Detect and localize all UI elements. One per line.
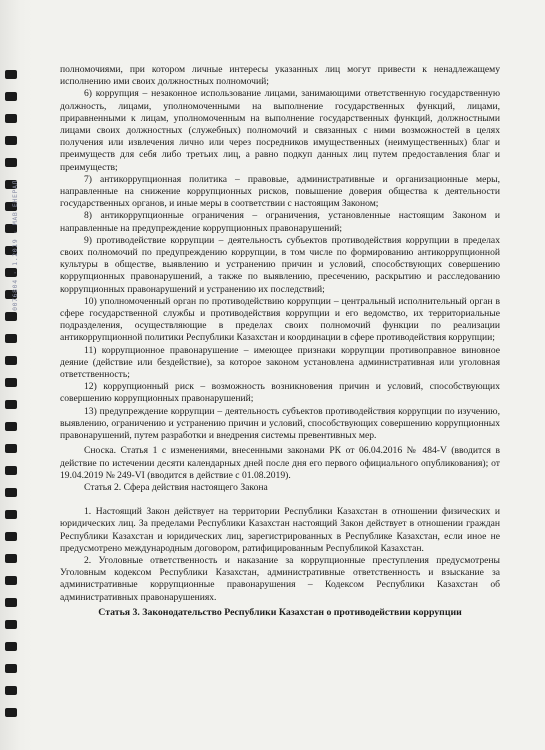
binding-hole — [5, 576, 17, 585]
binding-hole — [5, 664, 17, 673]
definition-item-7: 7) антикоррупционная политика – правовые, административные и организационные меры, направленные на снижение коррупционных рисков, повышение доверия общества к деятельности государственных органов, и иные меры в соответствии с настоящим Законом; — [60, 173, 500, 210]
article-2-point-1: 1. Настоящий Закон действует на территории Республики Казахстан в отношении физических и юридических лиц. За пределами Республики Казахстан настоящий Закон действует в отношении граждан Республики Казахстан и юридических лиц, зарегистрированных в Республике Казахстан, если иное не предусмотрено международным договором, ратифицированным Республикой Казахстан. — [60, 506, 500, 554]
definition-item-10: 10) уполномоченный орган по противодействию коррупции – центральный исполнительный орган в сфере государственной службы и противодействия коррупции и его ведомство, их территориальные подразделения, осуществляющие в пределах своих полномочий функции по реализации антикоррупционной политики Республики Казахстан и координации в сфере противодействия коррупции; — [60, 295, 500, 344]
binding-hole — [5, 598, 17, 607]
binding-hole — [5, 686, 17, 695]
binding-hole — [5, 642, 17, 651]
binding-hole — [5, 422, 17, 431]
binding-hole — [5, 378, 17, 387]
binding-hole — [5, 708, 17, 717]
binding-hole — [5, 334, 17, 343]
binding-hole — [5, 554, 17, 563]
definition-item-11: 11) коррупционное правонарушение – имеющее признаки коррупции противоправное виновное деяние (действие или бездействие), за которое законом установлена административная или уголовная ответственность; — [60, 344, 500, 381]
binding-hole — [5, 356, 17, 365]
binding-hole — [5, 92, 17, 101]
spiral-binding — [0, 0, 34, 750]
binding-hole — [5, 312, 17, 321]
binding-hole — [5, 136, 17, 145]
binding-hole — [5, 444, 17, 453]
binding-hole — [5, 466, 17, 475]
binding-hole — [5, 532, 17, 541]
definition-item-6: 6) коррупция – незаконное использование лицами, занимающими ответственную государственную должность, лицами, уполномоченными на выполнение государственных функций, лицами, приравненными к лицам, уполномоченным на выполнение государственных функций, должностными лицами своих должностных (служебных) полномочий и связанных с ними возможностей в целях получения или извлечения лично или через посредников имущественных (неимущественных) благ и преимуществ для себя либо третьих лиц, а равно подкуп данных лиц путем предоставления благ и преимуществ; — [60, 88, 500, 173]
definition-item-8: 8) антикоррупционные ограничения – ограничения, установленные настоящим Законом и направленные на предупреждение коррупционных правонарушений; — [60, 210, 500, 234]
paragraph-continuation: полномочиями, при котором личные интересы указанных лиц могут привести к ненадлежащему исполнению ими своих должностных полномочий; — [60, 64, 500, 88]
footnote: Сноска. Статья 1 с изменениями, внесенными законами РК от 06.04.2016 № 484-V (вводится в действие по истечении десяти календарных дней после дня его первого официального опубликования); от 19.04.2019 № 249-VI (вводится в действие с 01.08.2019). — [60, 445, 500, 481]
binding-hole — [5, 400, 17, 409]
definition-item-13: 13) предупреждение коррупции – деятельность субъектов противодействия коррупции по изучению, выявлению, ограничению и устранению причин и условий, способствующих совершению коррупционных правонарушений, путем разработки и внедрения системы превентивных мер. — [60, 405, 500, 442]
article-3-title: Статья 3. Законодательство Республики Казахстан о противодействии коррупции — [98, 606, 462, 618]
binding-hole — [5, 510, 17, 519]
article-2-point-2: 2. Уголовные ответственность и наказание за коррупционные преступления предусмотрены Уголовным кодексом Республики Казахстан, административные ответственность и взыскание за административные коррупционные правонарушения – Кодексом Республики Казахстан об административных правонарушениях. — [60, 554, 500, 603]
definition-item-9: 9) противодействие коррупции – деятельность субъектов противодействия коррупции в пределах своих полномочий по предупреждению коррупции, в том числе по формированию антикоррупционной культуры в обществе, выявлению и устранению причин и условий, способствующих совершению коррупционных правонарушений, а также по выявлению, пресечению, раскрытию и расследованию коррупционных правонарушений и устранению их последствий; — [60, 234, 500, 295]
binding-hole — [5, 114, 17, 123]
binding-hole — [5, 158, 17, 167]
binding-hole — [5, 70, 17, 79]
margin-stamp: 0076804 · 1.2019 · МАВ ЕНЕРАЛ — [11, 180, 19, 311]
binding-hole — [5, 620, 17, 629]
article-2-title: Статья 2. Сфера действия настоящего Закона — [84, 481, 268, 493]
document-page — [60, 64, 500, 619]
definition-item-12: 12) коррупционный риск – возможность возникновения причин и условий, способствующих совершению коррупционных правонарушений; — [60, 381, 500, 405]
binding-hole — [5, 488, 17, 497]
